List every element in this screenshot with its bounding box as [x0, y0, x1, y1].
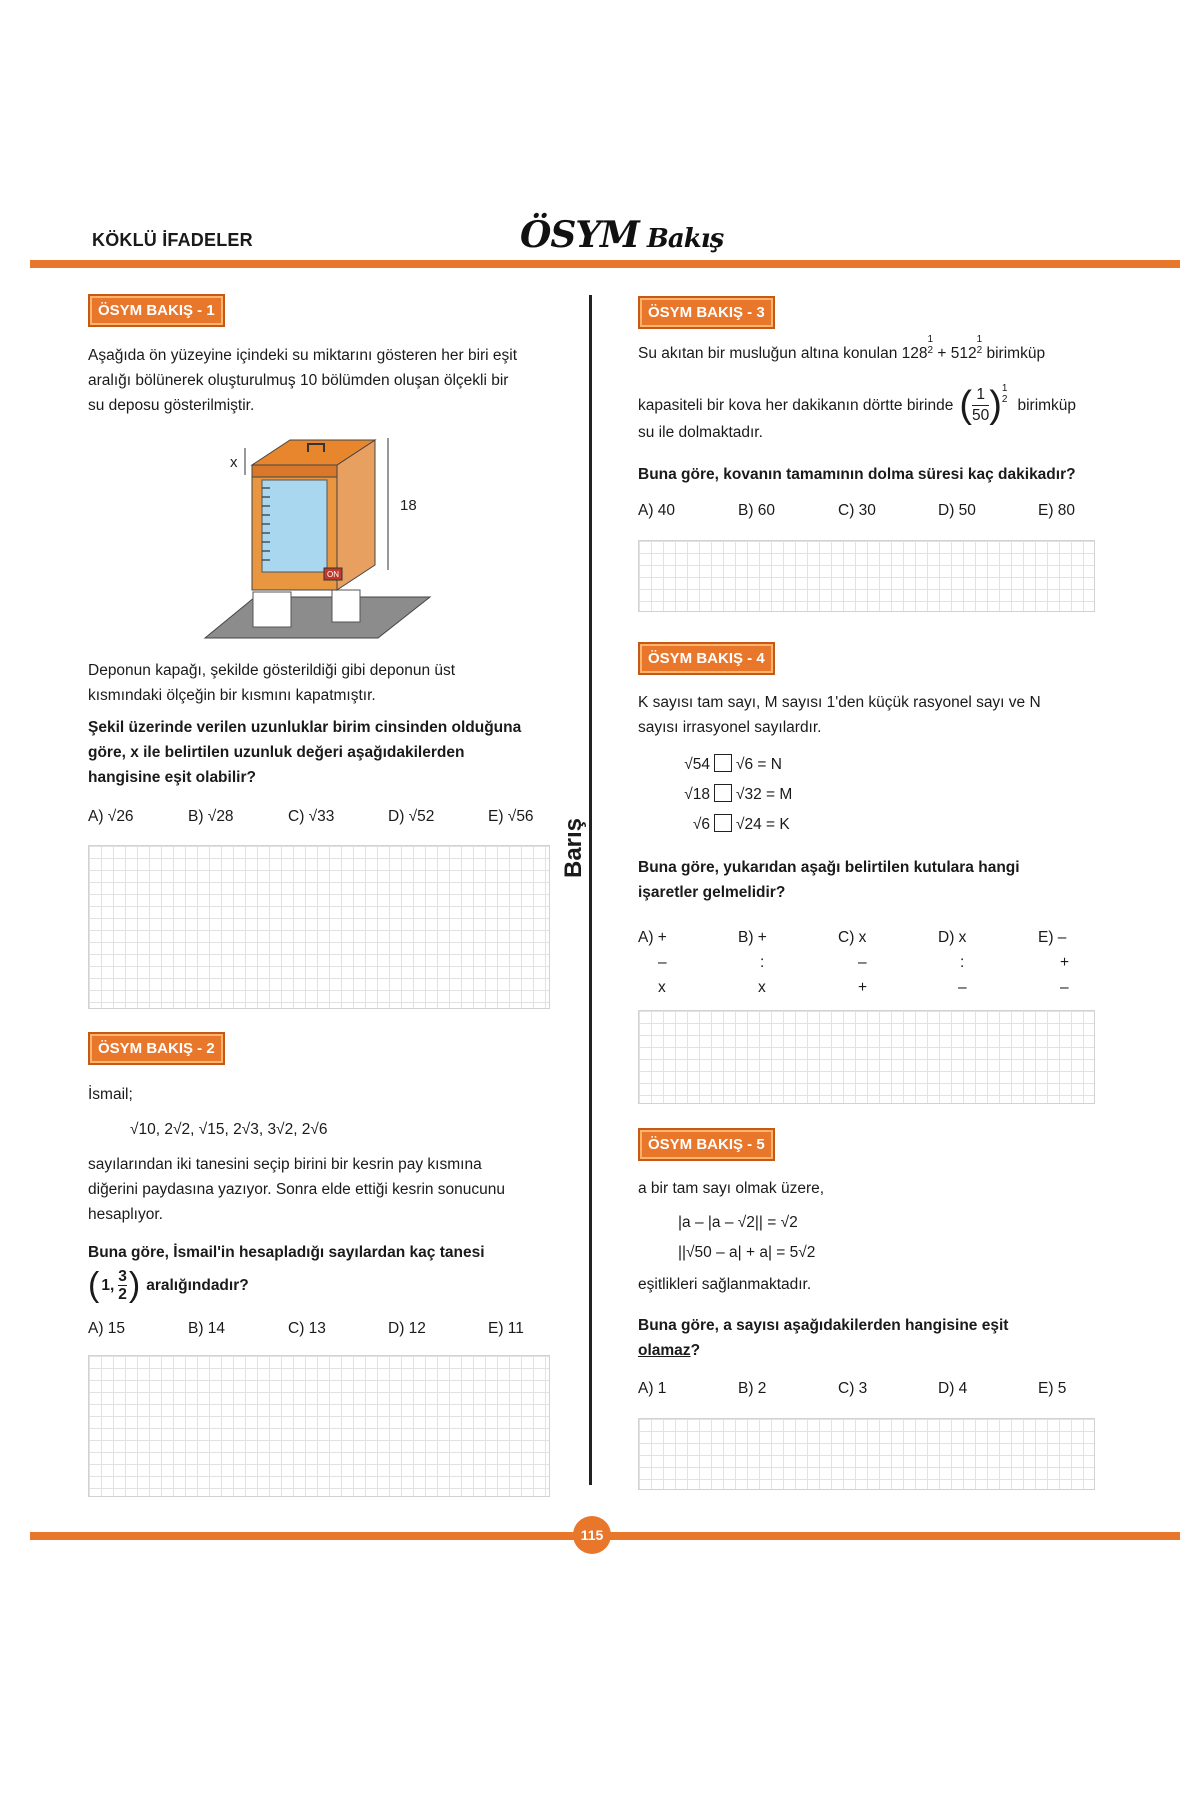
q1-option[interactable]: A) √26 [88, 808, 134, 825]
exp-den: 2 [927, 345, 934, 356]
q2-numbers: √10, 2√2, √15, 2√3, 3√2, 2√6 [130, 1121, 328, 1138]
q3-line3: su ile dolmaktadır. [638, 424, 763, 441]
q2-question-end: aralığındadır? [146, 1276, 249, 1294]
q2-option[interactable]: D) 12 [388, 1320, 426, 1337]
option-sign: : [760, 954, 765, 971]
q4-badge: ÖSYM BAKIŞ - 4 [638, 642, 775, 675]
q3-option[interactable]: A) 40 [638, 502, 676, 519]
exponent [1002, 383, 1008, 405]
q2-question-interval [88, 1265, 249, 1305]
q4-options [638, 925, 1108, 1000]
q4-option[interactable] [638, 925, 738, 1000]
q5-option[interactable]: E) 5 [1038, 1380, 1067, 1397]
q4-option[interactable] [938, 925, 1038, 1000]
q2-text-line: hesaplıyor. [88, 1206, 163, 1223]
interval-fraction [118, 1268, 127, 1303]
q3-option[interactable]: B) 60 [738, 502, 776, 519]
q4-box-rows [668, 752, 868, 842]
q1-question-line: Şekil üzerinde verilen uzunluklar birim cinsinden olduğuna [88, 719, 522, 736]
q4-question-line: işaretler gelmelidir? [638, 884, 786, 901]
frac-num: 1 [972, 385, 989, 406]
page-number: 115 [573, 1516, 611, 1554]
option-sign: + [1060, 954, 1070, 971]
q3-option[interactable]: C) 30 [838, 502, 876, 519]
exp-den: 2 [976, 345, 983, 356]
q4-row [668, 812, 868, 842]
tank-lid [252, 465, 337, 477]
option-label: D) x [938, 929, 967, 946]
option-sign: + [858, 979, 868, 996]
q1-option[interactable]: D) √52 [388, 808, 435, 825]
exp-num: 1 [1001, 383, 1008, 394]
q1-text-line: kısmındaki ölçeğin bir kısmını kapatmıştır. [88, 687, 376, 704]
top-rule [30, 260, 1180, 268]
q5-equation: |a – |a – √2|| = √2 [678, 1214, 798, 1231]
q1-scratch-grid[interactable] [88, 845, 550, 1009]
sign-box[interactable] [714, 754, 732, 772]
q5-badge: ÖSYM BAKIŞ - 5 [638, 1128, 775, 1161]
q1-intro-line: su deposu gösterilmiştir. [88, 397, 255, 414]
q2-text-line: sayılarından iki tanesini seçip birini bir kesrin pay kısmına [88, 1156, 482, 1173]
q3-scratch-grid[interactable] [638, 540, 1095, 612]
q3-question: Buna göre, kovanın tamamının dolma süresi kaç dakikadır? [638, 466, 1076, 483]
q1-intro-line: aralığı bölünerek oluşturulmuş 10 bölümden oluşan ölçekli bir [88, 372, 509, 389]
q2-option[interactable]: B) 14 [188, 1320, 226, 1337]
option-sign: – [958, 979, 967, 996]
q3-text: birimküp [1017, 397, 1077, 414]
q4-text-line: K sayısı tam sayı, M sayısı 1'den küçük rasyonel sayı ve N [638, 694, 1041, 711]
row-left: √18 [684, 786, 710, 803]
q3-text: + 512 [933, 345, 977, 362]
option-sign: – [858, 954, 867, 971]
option-label: E) – [1038, 929, 1067, 946]
q2-scratch-grid[interactable] [88, 1355, 550, 1497]
q3-line1 [638, 334, 1108, 368]
q4-text-line: sayısı irrasyonel sayılardır. [638, 719, 822, 736]
q1-option[interactable]: B) √28 [188, 808, 234, 825]
on-label: ON [327, 570, 339, 579]
q2-option[interactable]: E) 11 [488, 1320, 524, 1337]
q1-question-line: göre, x ile belirtilen uzunluk değeri aşağıdakilerden [88, 744, 465, 761]
q1-option[interactable]: E) √56 [488, 808, 534, 825]
q5-option[interactable]: B) 2 [738, 1380, 767, 1397]
interval-num: 3 [118, 1267, 127, 1285]
height-label: 18 [400, 497, 417, 514]
row-right: √24 = K [736, 816, 790, 833]
side-brand: Barış [560, 817, 587, 878]
q4-option[interactable] [838, 925, 938, 1000]
exp-num: 1 [927, 334, 934, 345]
q3-text: birimküp [982, 345, 1046, 362]
option-label: A) + [638, 929, 667, 946]
q2-badge: ÖSYM BAKIŞ - 2 [88, 1032, 225, 1065]
q2-option[interactable]: A) 15 [88, 1320, 126, 1337]
q1-option[interactable]: C) √33 [288, 808, 335, 825]
exp-den: 2 [1001, 394, 1008, 405]
option-sign: : [960, 954, 965, 971]
brand-main: ÖSYM [520, 214, 639, 256]
q5-text1: a bir tam sayı olmak üzere, [638, 1180, 825, 1197]
q5-question-line: Buna göre, a sayısı aşağıdakilerden hangisine eşit [638, 1317, 1009, 1334]
q4-scratch-grid[interactable] [638, 1010, 1095, 1104]
exp-num: 1 [976, 334, 983, 345]
tank-leg [332, 590, 360, 622]
q2-line1: İsmail; [88, 1086, 133, 1103]
q1-text [88, 658, 558, 708]
q5-question-line [638, 1338, 1118, 1363]
x-label: x [230, 454, 238, 471]
q3-text: kapasiteli bir kova her dakikanın dörtte birinde [638, 397, 954, 414]
q1-intro-line: Aşağıda ön yüzeyine içindeki su miktarını gösteren her biri eşit [88, 347, 518, 364]
q2-options [88, 1320, 588, 1338]
frac-den: 50 [972, 407, 990, 424]
q4-option[interactable] [738, 925, 838, 1000]
q5-options [638, 1380, 1138, 1398]
q5-option[interactable]: C) 3 [838, 1380, 868, 1397]
q1-options [88, 808, 588, 826]
q1-question-line: hangisine eşit olabilir? [88, 769, 256, 786]
q4-row [668, 752, 868, 782]
q4-option[interactable] [1038, 925, 1108, 1000]
option-label: C) x [838, 929, 867, 946]
q4-question-line: Buna göre, yukarıdan aşağı belirtilen kutulara hangi [638, 859, 1020, 876]
q5-option[interactable]: D) 4 [938, 1380, 968, 1397]
tank-leg [253, 592, 291, 627]
q5-text2: eşitlikleri sağlanmaktadır. [638, 1276, 812, 1293]
q2-question-line: Buna göre, İsmail'in hesapladığı sayılardan kaç tanesi [88, 1244, 485, 1261]
close-paren: ) [128, 1266, 141, 1304]
q5-scratch-grid[interactable] [638, 1418, 1095, 1490]
q2-option[interactable]: C) 13 [288, 1320, 326, 1337]
tank-side [337, 440, 375, 590]
q5-equation: ||√50 – a| + a| = 5√2 [678, 1244, 816, 1261]
row-left: √54 [684, 756, 710, 773]
water-tank-figure [200, 430, 440, 645]
sign-box[interactable] [714, 814, 732, 832]
option-label: B) + [738, 929, 767, 946]
brand-logo [520, 214, 723, 256]
floor-plate [205, 597, 430, 638]
q1-intro [88, 343, 558, 418]
open-paren: ( [959, 384, 972, 426]
q5-question-mark: ? [690, 1342, 701, 1359]
option-sign: x [658, 979, 666, 996]
q3-badge: ÖSYM BAKIŞ - 3 [638, 296, 775, 329]
sign-box[interactable] [714, 784, 732, 802]
open-paren: ( [88, 1266, 100, 1304]
q2-text [88, 1152, 568, 1227]
q1-badge: ÖSYM BAKIŞ - 1 [88, 294, 225, 327]
option-sign: – [1060, 979, 1069, 996]
q3-options [638, 502, 1138, 520]
q5-option[interactable]: A) 1 [638, 1380, 667, 1397]
column-divider [589, 295, 592, 1485]
q1-text-line: Deponun kapağı, şekilde gösterildiği gibi deponun üst [88, 662, 456, 679]
q3-option[interactable]: E) 80 [1038, 502, 1076, 519]
row-right: √32 = M [736, 786, 793, 803]
q4-text [638, 690, 1108, 740]
q5-question [638, 1313, 1118, 1363]
interval-den: 2 [118, 1285, 127, 1303]
q2-text-line: diğerini paydasına yazıyor. Sonra elde ettiği kesrin sonucunu [88, 1181, 506, 1198]
q1-question [88, 715, 578, 790]
q4-row [668, 782, 868, 812]
q5-negation: olamaz [638, 1342, 691, 1359]
close-paren: ) [989, 384, 1002, 426]
option-sign: – [658, 954, 667, 971]
q3-option[interactable]: D) 50 [938, 502, 976, 519]
interval-left: 1, [101, 1276, 115, 1294]
row-right: √6 = N [736, 756, 782, 773]
brand-sub: Bakış [646, 224, 724, 254]
q3-fraction [972, 385, 989, 426]
q4-question [638, 855, 1118, 905]
q3-text: Su akıtan bir musluğun altına konulan 128 [638, 345, 928, 362]
chapter-title: KÖKLÜ İFADELER [92, 230, 253, 250]
water-window [262, 480, 327, 572]
row-left: √6 [692, 816, 710, 833]
option-sign: x [758, 979, 766, 996]
